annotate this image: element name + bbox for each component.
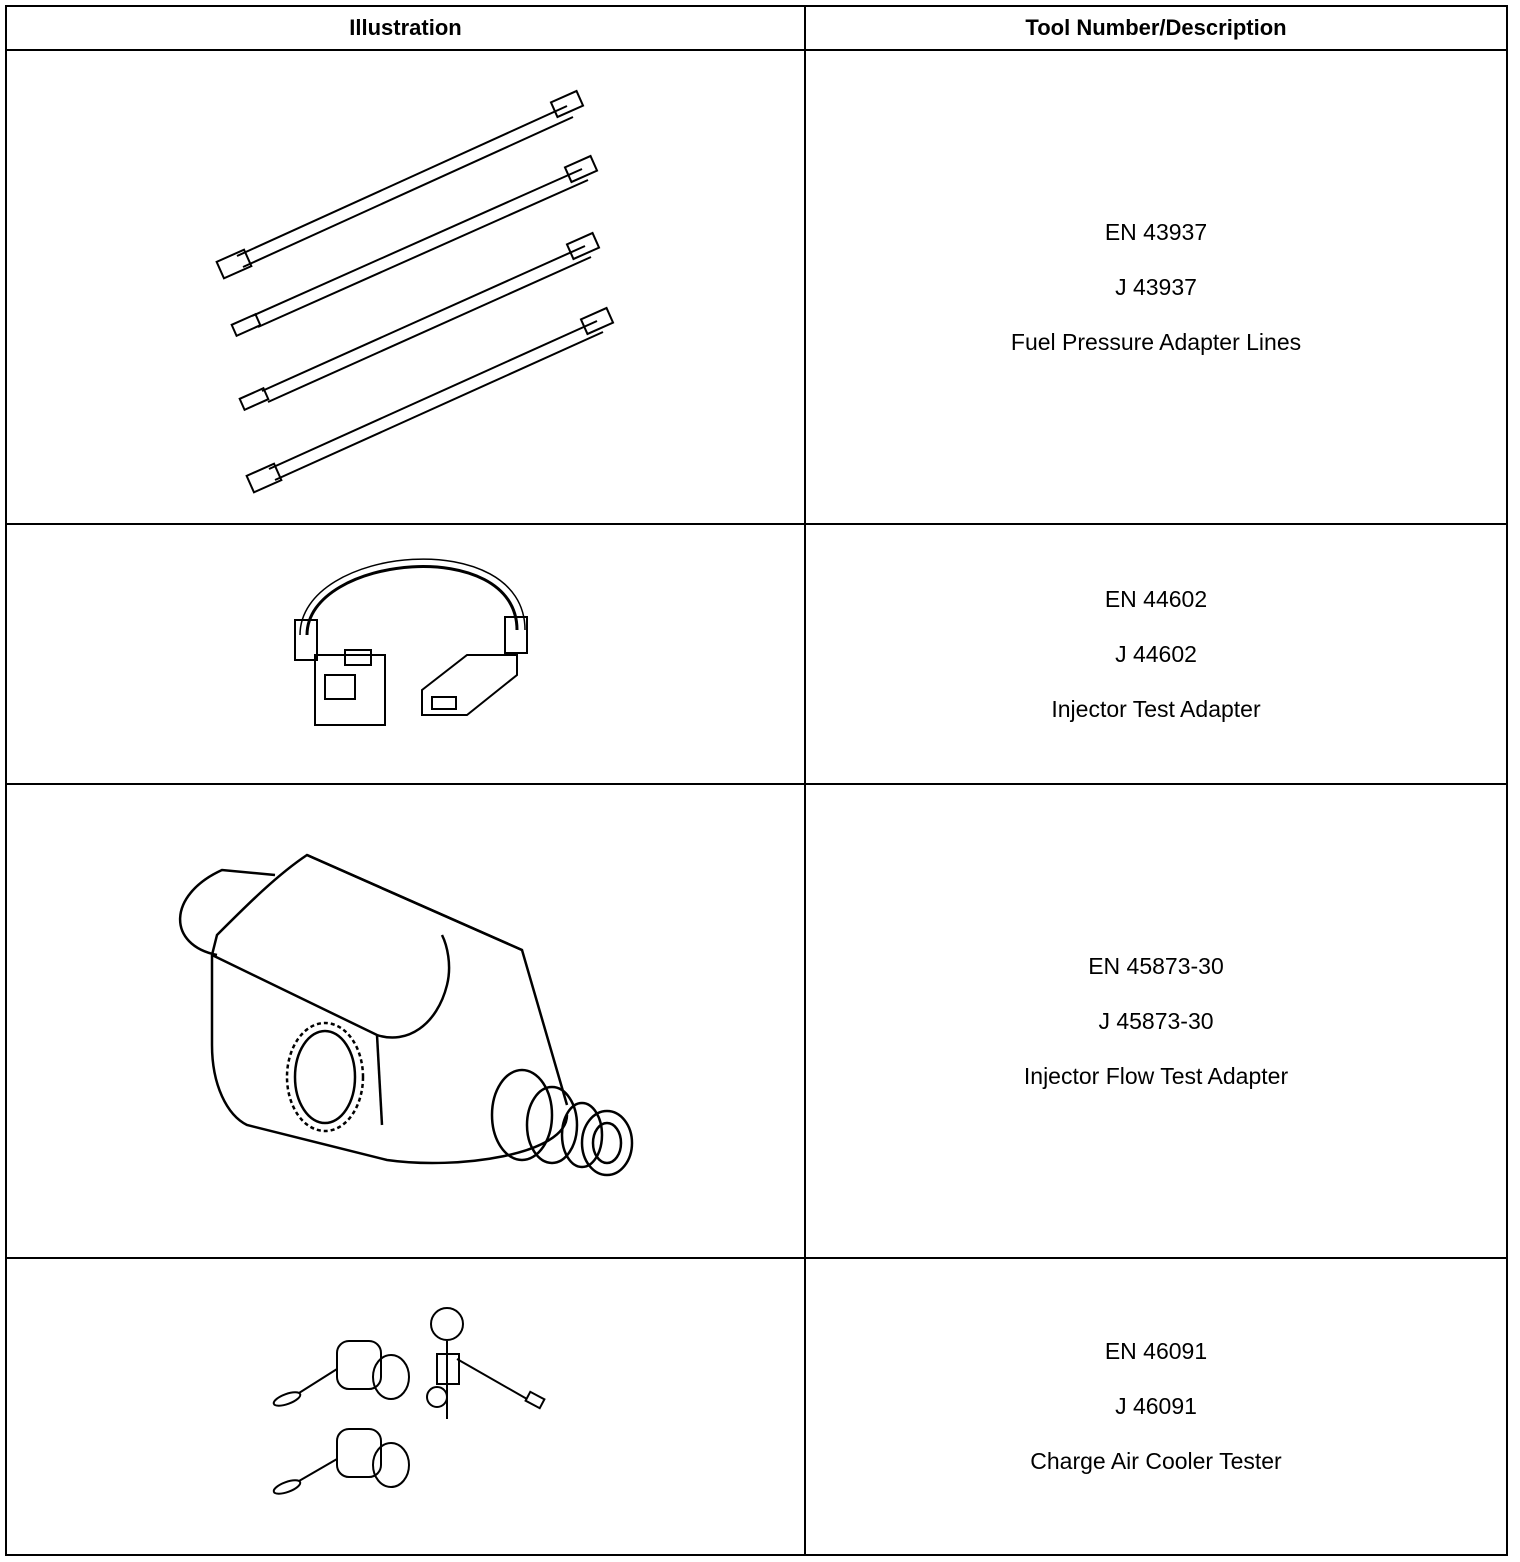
header-row <box>6 6 1507 50</box>
table-row <box>6 784 1507 1258</box>
j-tool-number: J 43937 <box>1115 273 1197 300</box>
tool-description-cell <box>805 1258 1507 1555</box>
tool-description-cell <box>805 524 1507 784</box>
special-tools-table <box>5 5 1508 1556</box>
tool-description: Fuel Pressure Adapter Lines <box>1010 328 1302 355</box>
tool-description-cell <box>805 784 1507 1258</box>
j-tool-number: J 45873-30 <box>1098 1007 1214 1034</box>
header-tool-number: Tool Number/Description <box>805 6 1507 50</box>
injector-test-adapter-icon <box>7 525 806 783</box>
en-tool-number: EN 44602 <box>1104 585 1208 612</box>
illustration-cell <box>6 524 805 784</box>
table-row <box>6 1258 1507 1555</box>
tool-description-cell <box>805 50 1507 524</box>
table-row <box>6 50 1507 524</box>
tool-description: Injector Flow Test Adapter <box>1023 1062 1289 1089</box>
illustration-cell <box>6 1258 805 1555</box>
en-tool-number: EN 46091 <box>1104 1338 1208 1364</box>
header-illustration: Illustration <box>6 6 805 50</box>
injector-flow-test-adapter-icon <box>7 785 806 1257</box>
en-tool-number: EN 45873-30 <box>1088 952 1224 979</box>
j-tool-number: J 46091 <box>1115 1393 1197 1419</box>
fuel-pressure-adapter-lines-icon <box>7 51 806 523</box>
tool-description: Injector Test Adapter <box>1051 695 1261 722</box>
illustration-cell <box>6 50 805 524</box>
en-tool-number: EN 43937 <box>1104 218 1208 245</box>
illustration-cell <box>6 784 805 1258</box>
j-tool-number: J 44602 <box>1115 640 1197 667</box>
table-row <box>6 524 1507 784</box>
tool-description: Charge Air Cooler Tester <box>1030 1448 1282 1474</box>
charge-air-cooler-tester-icon <box>7 1259 806 1554</box>
